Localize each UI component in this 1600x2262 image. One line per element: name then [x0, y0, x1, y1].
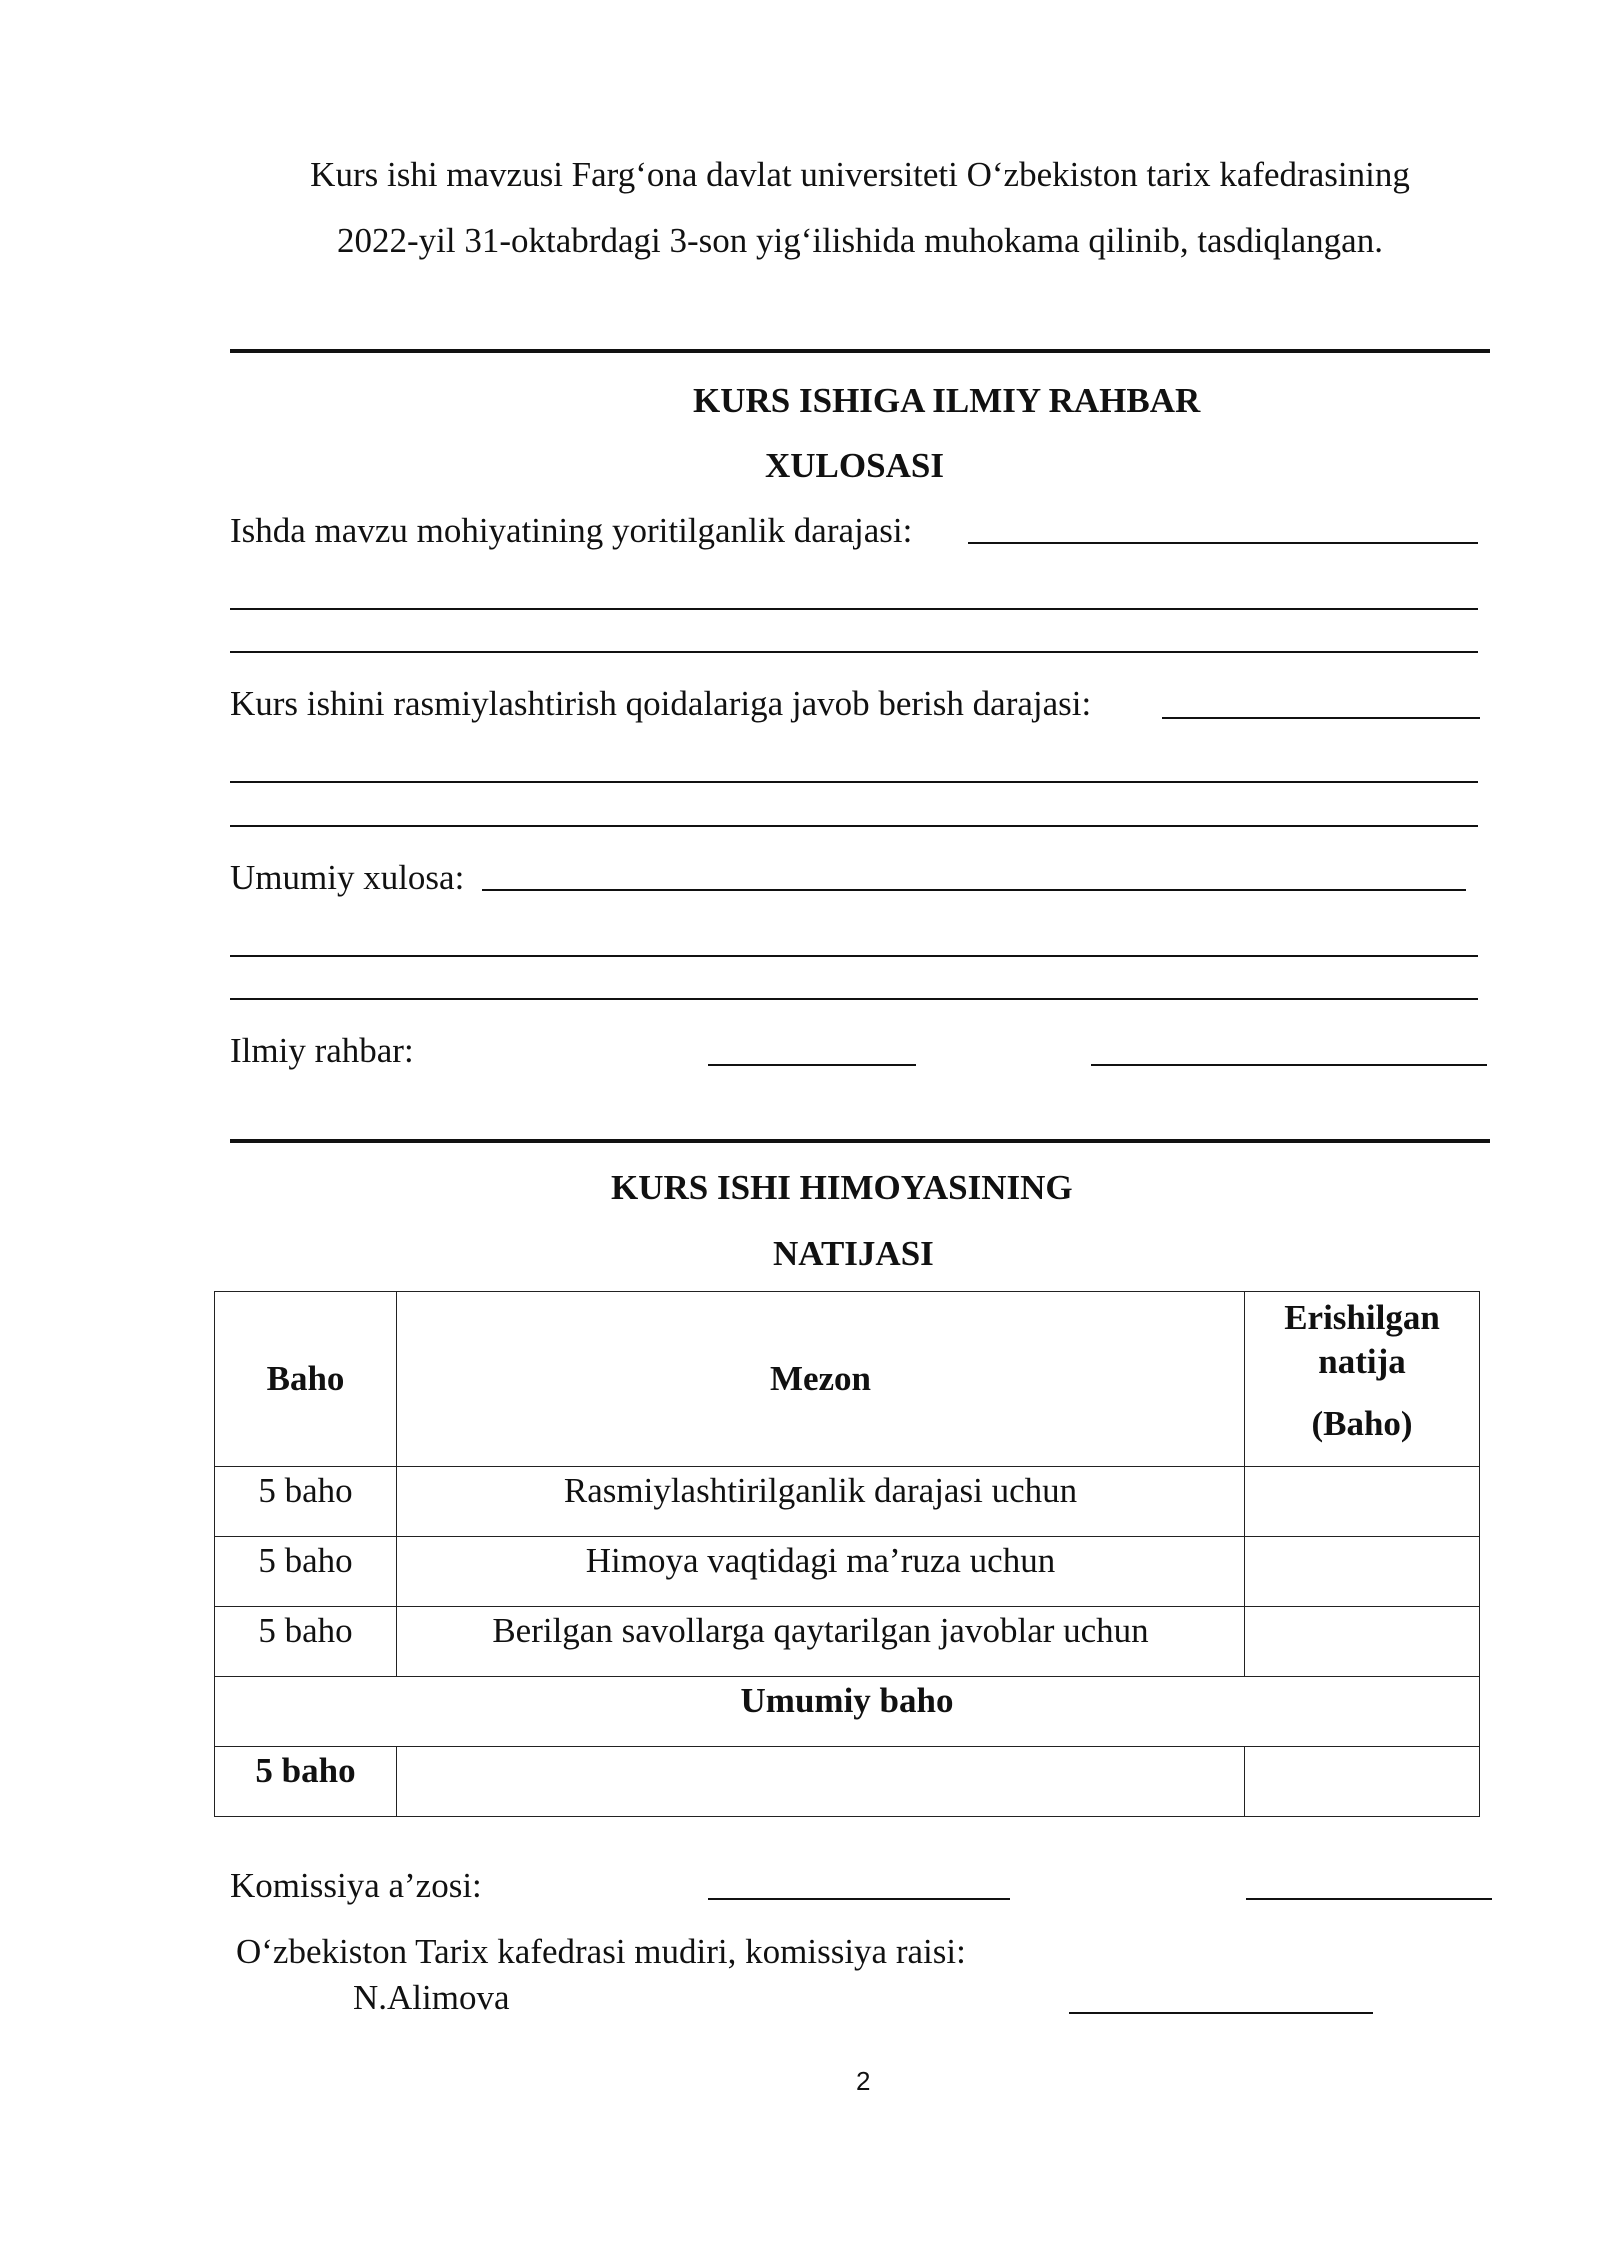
row-criterion: Rasmiylashtirilganlik darajasi uchun [397, 1467, 1245, 1537]
header-result-line-1: Erishilgan [1284, 1298, 1440, 1337]
supervisor-section-title: KURS ISHIGA ILMIY RAHBAR [693, 381, 1201, 420]
commission-signature-blank[interactable] [708, 1898, 1010, 1900]
separator-middle [230, 1139, 1490, 1143]
page-number: 2 [856, 2066, 871, 2096]
header-result-line-3: (Baho) [1311, 1404, 1413, 1443]
table-row [215, 1537, 1480, 1607]
chair-signature-blank[interactable] [1069, 2012, 1373, 2014]
chair-label: O‘zbekiston Tarix kafedrasi mudiri, komissiya raisi: [236, 1932, 966, 1971]
supervisor-signature-blank[interactable] [708, 1064, 916, 1066]
coverage-field-label: Ishda mavzu mohiyatining yoritilganlik darajasi: [230, 511, 913, 550]
total-label: Umumiy baho [215, 1677, 1480, 1747]
formatting-blank-line-2[interactable] [230, 825, 1478, 827]
row-criterion: Himoya vaqtidagi ma’ruza uchun [397, 1537, 1245, 1607]
formatting-field-blank[interactable] [1162, 717, 1480, 719]
total-grade: 5 baho [215, 1747, 397, 1817]
general-conclusion-label: Umumiy xulosa: [230, 858, 465, 897]
row-result-cell[interactable] [1245, 1537, 1480, 1607]
defense-section-title: KURS ISHI HIMOYASINING [611, 1168, 1073, 1207]
supervisor-section-subtitle: XULOSASI [765, 446, 944, 485]
header-grade [215, 1292, 397, 1467]
table-total-label-row [215, 1677, 1480, 1747]
table-row [215, 1467, 1480, 1537]
general-conclusion-blank[interactable] [482, 889, 1466, 891]
defense-section-subtitle: NATIJASI [773, 1234, 934, 1273]
commission-member-label: Komissiya a’zosi: [230, 1866, 482, 1905]
commission-name-blank[interactable] [1246, 1898, 1492, 1900]
row-grade: 5 baho [215, 1607, 397, 1677]
intro-line-2: 2022-yil 31-oktabrdagi 3-son yig‘ilishida muhokama qilinib, tasdiqlangan. [337, 221, 1383, 260]
results-table [214, 1291, 1480, 1817]
general-conclusion-line-1[interactable] [230, 955, 1478, 957]
table-header-row [215, 1292, 1480, 1467]
coverage-blank-line-2[interactable] [230, 651, 1478, 653]
row-criterion: Berilgan savollarga qaytarilgan javoblar uchun [397, 1607, 1245, 1677]
total-result-cell[interactable] [1245, 1747, 1480, 1817]
supervisor-name-blank[interactable] [1091, 1064, 1487, 1066]
header-grade-label: Baho [266, 1359, 345, 1398]
header-criterion-label: Mezon [769, 1359, 872, 1398]
row-result-cell[interactable] [1245, 1467, 1480, 1537]
separator-top [230, 349, 1490, 353]
coverage-blank-line-1[interactable] [230, 608, 1478, 610]
header-result-line-2: natija [1318, 1342, 1406, 1381]
table-total-row [215, 1747, 1480, 1817]
header-result [1245, 1292, 1480, 1467]
supervisor-label: Ilmiy rahbar: [230, 1031, 414, 1070]
chair-name: N.Alimova [353, 1978, 510, 2017]
header-criterion [397, 1292, 1245, 1467]
row-grade: 5 baho [215, 1467, 397, 1537]
formatting-field-label: Kurs ishini rasmiylashtirish qoidalariga javob berish darajasi: [230, 684, 1092, 723]
table-row [215, 1607, 1480, 1677]
general-conclusion-line-2[interactable] [230, 998, 1478, 1000]
total-criterion-cell [397, 1747, 1245, 1817]
formatting-blank-line-1[interactable] [230, 781, 1478, 783]
row-result-cell[interactable] [1245, 1607, 1480, 1677]
row-grade: 5 baho [215, 1537, 397, 1607]
intro-line-1: Kurs ishi mavzusi Farg‘ona davlat universiteti O‘zbekiston tarix kafedrasining [310, 155, 1410, 194]
coverage-field-blank[interactable] [968, 542, 1478, 544]
